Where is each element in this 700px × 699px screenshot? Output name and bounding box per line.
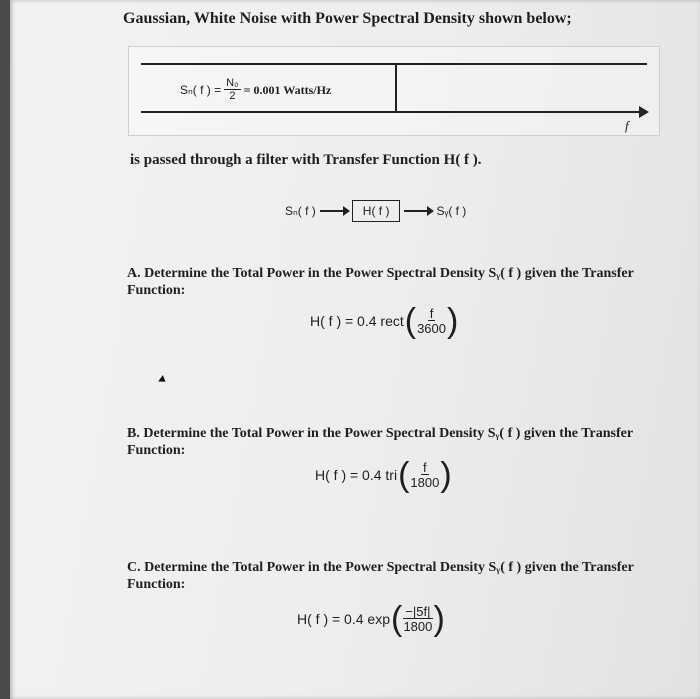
question-a-text: A. Determine the Total Power in the Power Spectral Density Sᵧ( f ) given the Transfer Function:	[127, 266, 634, 298]
question-c-text: C. Determine the Total Power in the Power Spectral Density Sᵧ( f ) given the Transfer Function:	[127, 560, 634, 592]
question-a-equation	[310, 304, 459, 338]
eq-b-numerator: f	[423, 460, 427, 475]
eq-a-numerator: f	[429, 306, 434, 321]
frequency-axis-label: f	[625, 118, 629, 133]
arrow-right-icon	[404, 210, 432, 212]
eq-a-denominator: 3600	[417, 321, 446, 336]
right-paren: )	[447, 302, 459, 340]
psd-denominator: 2	[229, 90, 236, 102]
frequency-axis	[141, 111, 641, 113]
right-paren: )	[440, 456, 452, 494]
filter-block-diagram	[285, 200, 466, 222]
left-paren: (	[404, 302, 417, 340]
eq-c-denominator: 1800	[403, 619, 433, 634]
diagram-input-label: Sₙ( f )	[285, 204, 316, 218]
mouse-cursor-icon	[158, 375, 168, 385]
psd-level-line	[141, 63, 647, 65]
diagram-output-label: Sᵧ( f )	[436, 204, 467, 218]
arrow-right-icon	[320, 210, 348, 212]
left-paren: (	[398, 456, 410, 494]
question-b-equation	[315, 458, 453, 492]
eq-c-fraction	[403, 605, 432, 633]
eq-b-fraction	[410, 461, 439, 489]
left-paren: (	[390, 600, 403, 638]
eq-b-prefix: H( f ) = 0.4 tri	[315, 467, 398, 483]
question-c-equation	[297, 602, 446, 636]
eq-a-prefix: H( f ) = 0.4 rect	[310, 313, 404, 329]
psd-value: = 0.001 Watts/Hz	[243, 82, 332, 97]
psd-fraction	[224, 78, 241, 102]
diagram-filter-block: H( f )	[352, 200, 401, 222]
question-b-text: B. Determine the Total Power in the Power Spectral Density Sᵧ( f ) given the Transfer Function:	[127, 426, 633, 458]
eq-a-fraction	[417, 307, 446, 335]
axis-arrow-icon	[639, 106, 649, 118]
psd-equation	[180, 78, 331, 102]
eq-c-numerator: −|5f|	[405, 604, 431, 619]
psd-lhs: Sₙ( f ) =	[180, 83, 222, 97]
psd-numerator: N₀	[226, 77, 239, 89]
psd-zero-axis	[395, 63, 397, 111]
document-page	[10, 0, 700, 699]
page-title: Gaussian, White Noise with Power Spectral Density shown below;	[123, 10, 572, 27]
eq-c-prefix: H( f ) = 0.4 exp	[297, 611, 390, 627]
right-paren: )	[433, 600, 445, 638]
filter-sentence: is passed through a filter with Transfer Function H( f ).	[130, 152, 482, 168]
eq-b-denominator: 1800	[410, 475, 440, 490]
